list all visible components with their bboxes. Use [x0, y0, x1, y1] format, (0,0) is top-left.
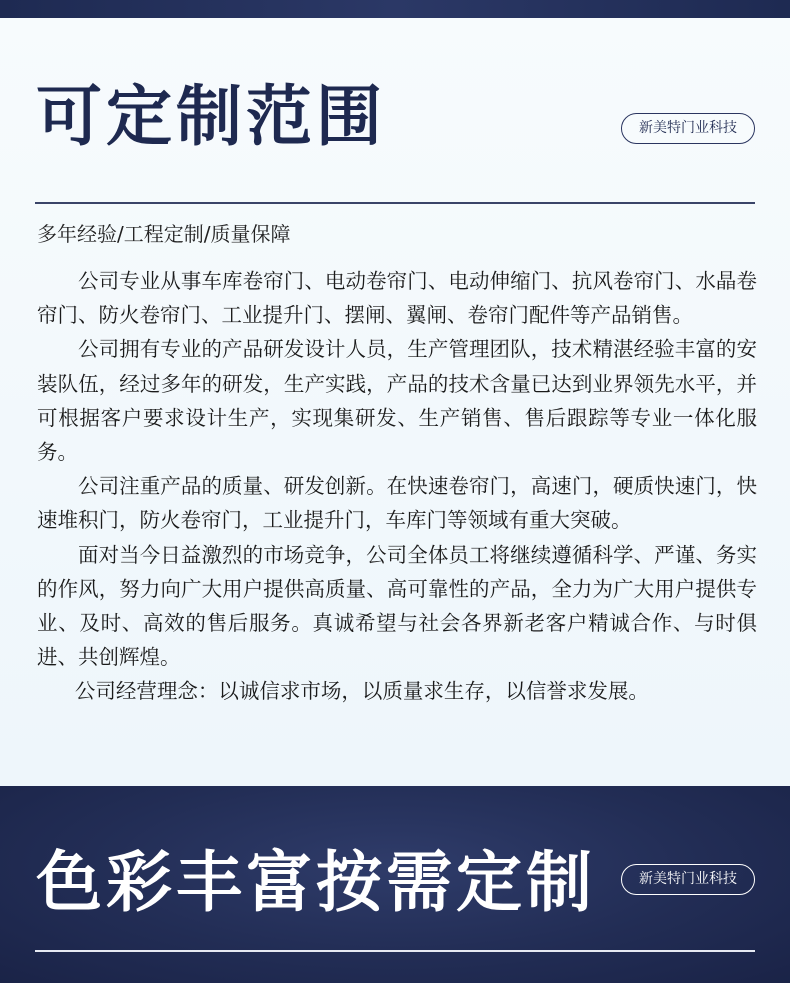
brand-badge: 新美特门业科技	[621, 113, 755, 144]
business-motto: 公司经营理念：以诚信求市场，以质量求生存，以信誉求发展。	[74, 679, 649, 704]
intro-paragraph-products: 公司专业从事车库卷帘门、电动卷帘门、电动伸缩门、抗风卷帘门、水晶卷帘门、防火卷帘门、工业提升门、摆闸、翼闸、卷帘门配件等产品销售。	[37, 269, 757, 328]
section-subtitle: 多年经验/工程定制/质量保障	[37, 222, 291, 246]
color-customization-banner	[0, 786, 790, 983]
company-intro-text	[37, 264, 757, 709]
divider-line	[35, 950, 755, 952]
customization-scope-section	[0, 18, 790, 786]
divider-line	[35, 202, 755, 204]
intro-paragraph-quality: 公司注重产品的质量、研发创新。在快速卷帘门，高速门，硬质快速门，快速堆积门，防火卷帘门，工业提升门，车库门等领域有重大突破。	[37, 474, 757, 533]
top-color-strip	[0, 0, 790, 18]
intro-paragraph-team: 公司拥有专业的产品研发设计人员，生产管理团队，技术精湛经验丰富的安装队伍，经过多年的研发，生产实践，产品的技术含量已达到业界领先水平，并可根据客户要求设计生产，实现集研发、生产销售、售后跟踪等专业一体化服务。	[37, 337, 757, 465]
section-title: 可定制范围	[36, 78, 386, 155]
brand-badge: 新美特门业科技	[621, 864, 755, 895]
intro-paragraph-service: 面对当今日益激烈的市场竞争，公司全体员工将继续遵循科学、严谨、务实的作风，努力向广大用户提供高质量、高可靠性的产品，全力为广大用户提供专业、及时、高效的售后服务。真诚希望与社会各界新老客户精诚合作、与时俱进、共创辉煌。	[37, 542, 757, 670]
banner-title: 色彩丰富按需定制	[36, 844, 596, 921]
